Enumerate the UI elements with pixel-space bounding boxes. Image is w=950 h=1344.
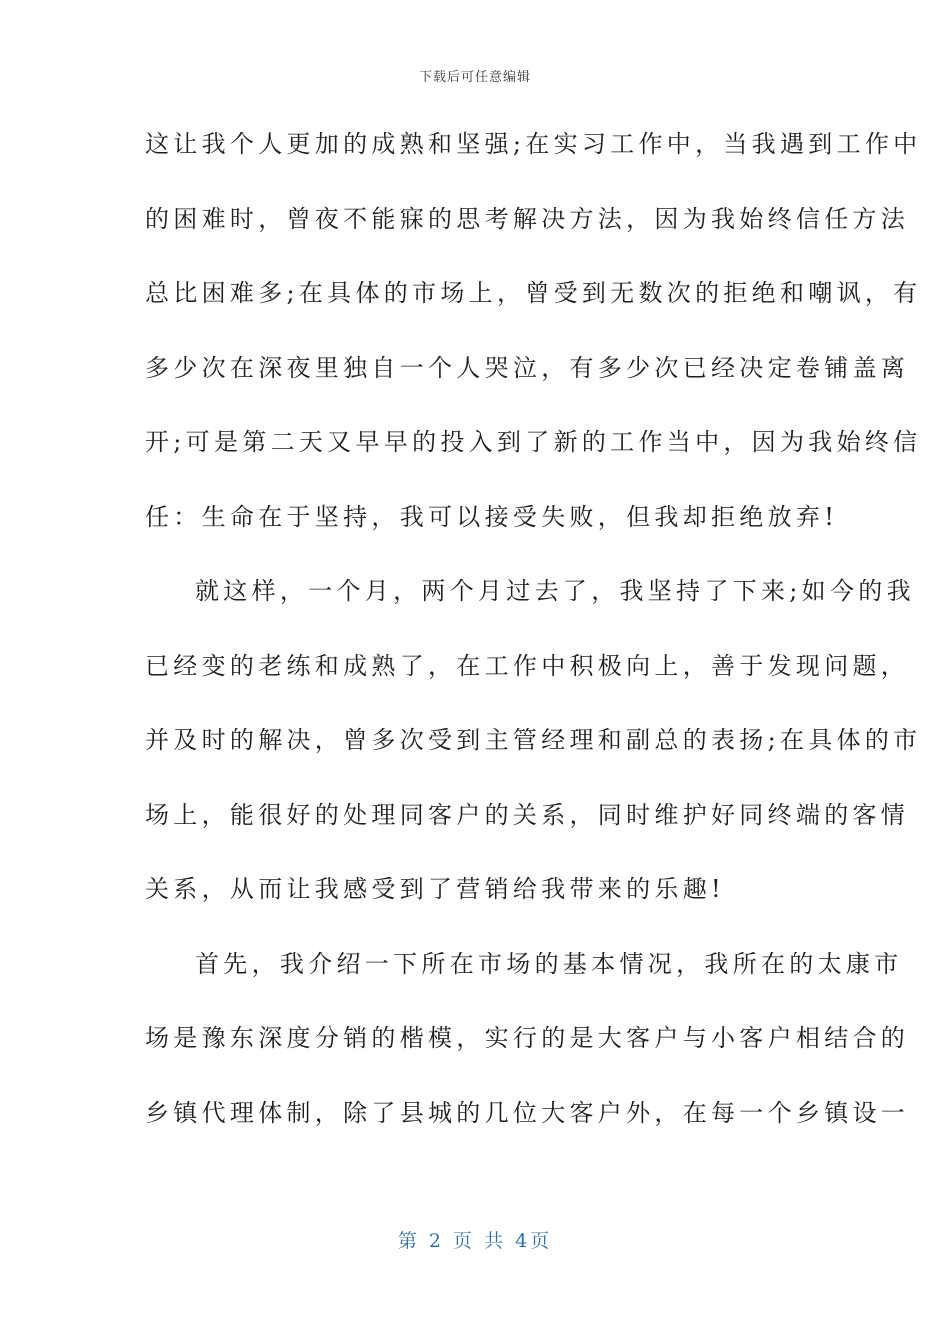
page-number-footer: 第 2 页 共 4页: [397, 1230, 553, 1252]
paragraph-start-line: 首先，我介绍一下所在市场的基本情况，我所在的太康市: [195, 949, 903, 978]
text-line: 总比困难多;在具体的市场上，曾受到无数次的拒绝和嘲讽，有: [145, 279, 922, 307]
text-line: 场是豫东深度分销的楷模，实行的是大客户与小客户相结合的: [145, 1024, 910, 1052]
text-line: 并及时的解决，曾多次受到主管经理和副总的表扬;在具体的市: [145, 726, 922, 754]
page-header: 下载后可任意编辑: [418, 70, 531, 85]
document-body: [145, 126, 922, 1169]
text-line: 开;可是第二天又早早的投入到了新的工作当中，因为我始终信: [145, 428, 922, 456]
text-line: 关系，从而让我感受到了营销给我带来的乐趣!: [145, 875, 725, 903]
text-line: 场上，能很好的处理同客户的关系，同时维护好同终端的客情: [145, 800, 910, 829]
text-line: 乡镇代理体制，除了县城的几位大客户外，在每一个乡镇设一: [145, 1098, 910, 1127]
text-line: 这让我个人更加的成熟和坚强;在实习工作中，当我遇到工作中: [145, 130, 922, 158]
text-line: 任：生命在于坚持，我可以接受失败，但我却拒绝放弃!: [145, 502, 839, 531]
paragraph-start-line: 就这样，一个月，两个月过去了，我坚持了下来;如今的我: [195, 577, 915, 605]
text-line: 的困难时，曾夜不能寐的思考解决方法，因为我始终信任方法: [145, 204, 910, 233]
text-line: 多少次在深夜里独自一个人哭泣，有多少次已经决定卷铺盖离: [145, 353, 910, 382]
text-line: 已经变的老练和成熟了，在工作中积极向上，善于发现问题，: [145, 651, 910, 680]
